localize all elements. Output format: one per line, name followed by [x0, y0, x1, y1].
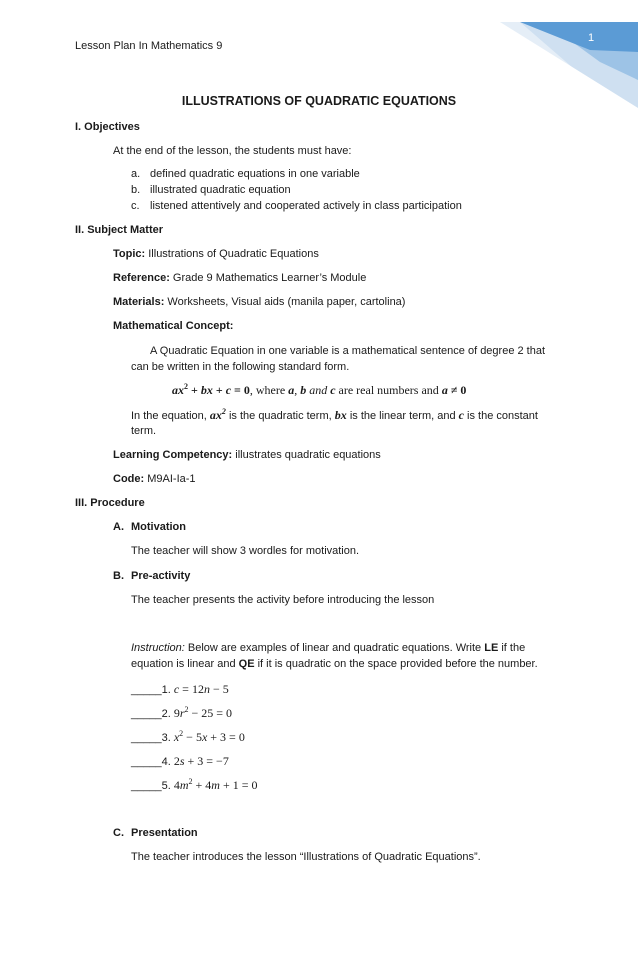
- formula-where: , where: [249, 383, 286, 397]
- topic-value: Illustrations of Quadratic Equations: [148, 248, 319, 260]
- page-number: 1: [588, 32, 595, 44]
- item-number: 2.: [161, 708, 171, 720]
- code-line: [113, 473, 196, 485]
- objectives-intro: At the end of the lesson, the students must have:: [113, 145, 352, 157]
- item-number: 1.: [161, 684, 171, 696]
- standard-form-formula: $ax^2$ + bx + c = 0, where a, b and c are real numbers and a ≠ 0: [172, 382, 467, 397]
- objective-c-marker: c.: [131, 200, 140, 212]
- answer-blank: _____: [131, 708, 162, 720]
- reference-line: [113, 272, 366, 284]
- objectives-heading: I. Objectives: [75, 121, 140, 133]
- materials-value: Worksheets, Visual aids (manila paper, cartolina): [167, 296, 406, 308]
- code-label: Code:: [113, 473, 145, 485]
- competency-line: [113, 449, 381, 461]
- instruction-text-2: if the: [498, 642, 526, 654]
- exercise-item-4[interactable]: [131, 754, 229, 769]
- subject-matter-heading: II. Subject Matter: [75, 224, 164, 236]
- exercise-item-5[interactable]: [131, 778, 258, 793]
- page-title: ILLUSTRATIONS OF QUADRATIC EQUATIONS: [181, 94, 457, 108]
- answer-blank: _____: [131, 780, 162, 792]
- procedure-heading: III. Procedure: [75, 497, 145, 509]
- exercise-item-3[interactable]: [131, 730, 245, 745]
- equation-1: c = 12n − 5: [173, 682, 229, 696]
- objective-b-text: illustrated quadratic equation: [150, 184, 291, 196]
- instruction-line-1: [131, 642, 525, 654]
- reference-label: Reference:: [113, 272, 170, 284]
- pre-activity-marker: B.: [113, 570, 124, 582]
- materials-line: [113, 296, 405, 308]
- corner-decoration: [0, 0, 638, 130]
- terms-text-2: is the quadratic term,: [228, 410, 332, 422]
- instruction-qe: QE: [238, 658, 255, 670]
- answer-blank: _____: [131, 684, 162, 696]
- instruction-text-1: Below are examples of linear and quadratic equations. Write: [184, 642, 485, 654]
- formula-real-text: are real numbers and: [338, 383, 439, 397]
- concept-line-2: can be written in the following standard form.: [131, 361, 350, 373]
- item-number: 3.: [161, 732, 171, 744]
- formula-and: and: [309, 383, 328, 397]
- terms-text-4: is the constant: [467, 410, 538, 422]
- pre-activity-text: The teacher presents the activity before introducing the lesson: [131, 594, 435, 606]
- topic-line: [113, 248, 319, 260]
- equation-3: $x^2 - 5x + 3 = 0$: [173, 729, 245, 744]
- objective-a-text: defined quadratic equations in one variable: [150, 168, 360, 180]
- materials-label: Materials:: [113, 296, 165, 308]
- exercise-item-1[interactable]: [131, 682, 229, 697]
- item-number: 4.: [161, 756, 171, 768]
- code-value: M9AI-Ia-1: [147, 473, 196, 485]
- answer-blank: _____: [131, 732, 162, 744]
- equation-2: $9r^2 - 25 = 0$: [173, 705, 233, 720]
- motivation-marker: A.: [113, 521, 124, 533]
- reference-value: Grade 9 Mathematics Learner’s Module: [172, 272, 367, 284]
- presentation-title: Presentation: [131, 827, 198, 839]
- instruction-le: LE: [484, 642, 499, 654]
- equation-5: $4m^2 + 4m + 1 = 0$: [173, 777, 258, 792]
- competency-label: Learning Competency:: [113, 449, 233, 461]
- competency-value: illustrates quadratic equations: [235, 449, 381, 461]
- terms-line-2: term.: [131, 425, 157, 437]
- topic-label: Topic:: [113, 248, 146, 260]
- motivation-title: Motivation: [131, 521, 186, 533]
- terms-text-1: In the equation,: [131, 410, 207, 422]
- objective-c-text: listened attentively and cooperated actively in class participation: [150, 200, 462, 212]
- concept-line-1: A Quadratic Equation in one variable is a mathematical sentence of degree 2 that: [150, 345, 546, 357]
- terms-text-3: is the linear term, and: [349, 410, 456, 422]
- item-number: 5.: [161, 780, 171, 792]
- instruction-line-2: [131, 658, 538, 670]
- instruction-label: Instruction:: [131, 642, 185, 654]
- exercise-item-2[interactable]: [131, 706, 232, 721]
- running-header: Lesson Plan In Mathematics 9: [75, 40, 223, 52]
- concept-label: Mathematical Concept:: [113, 320, 234, 332]
- instruction-text-3: equation is linear and: [131, 658, 239, 670]
- presentation-text: The teacher introduces the lesson “Illustrations of Quadratic Equations”.: [131, 851, 481, 863]
- objective-a-marker: a.: [131, 168, 141, 180]
- equation-4: 2s + 3 = −7: [173, 754, 229, 768]
- pre-activity-title: Pre-activity: [131, 570, 191, 582]
- objective-b-marker: b.: [131, 184, 141, 196]
- instruction-text-4: if it is quadratic on the space provided before the number.: [254, 658, 538, 670]
- motivation-text: The teacher will show 3 wordles for motivation.: [131, 545, 360, 557]
- presentation-marker: C.: [113, 827, 124, 839]
- terms-line: In the equation, $ax^2$ is the quadratic term, bx is the linear term, and c is the constant: [131, 407, 538, 422]
- answer-blank: _____: [131, 756, 162, 768]
